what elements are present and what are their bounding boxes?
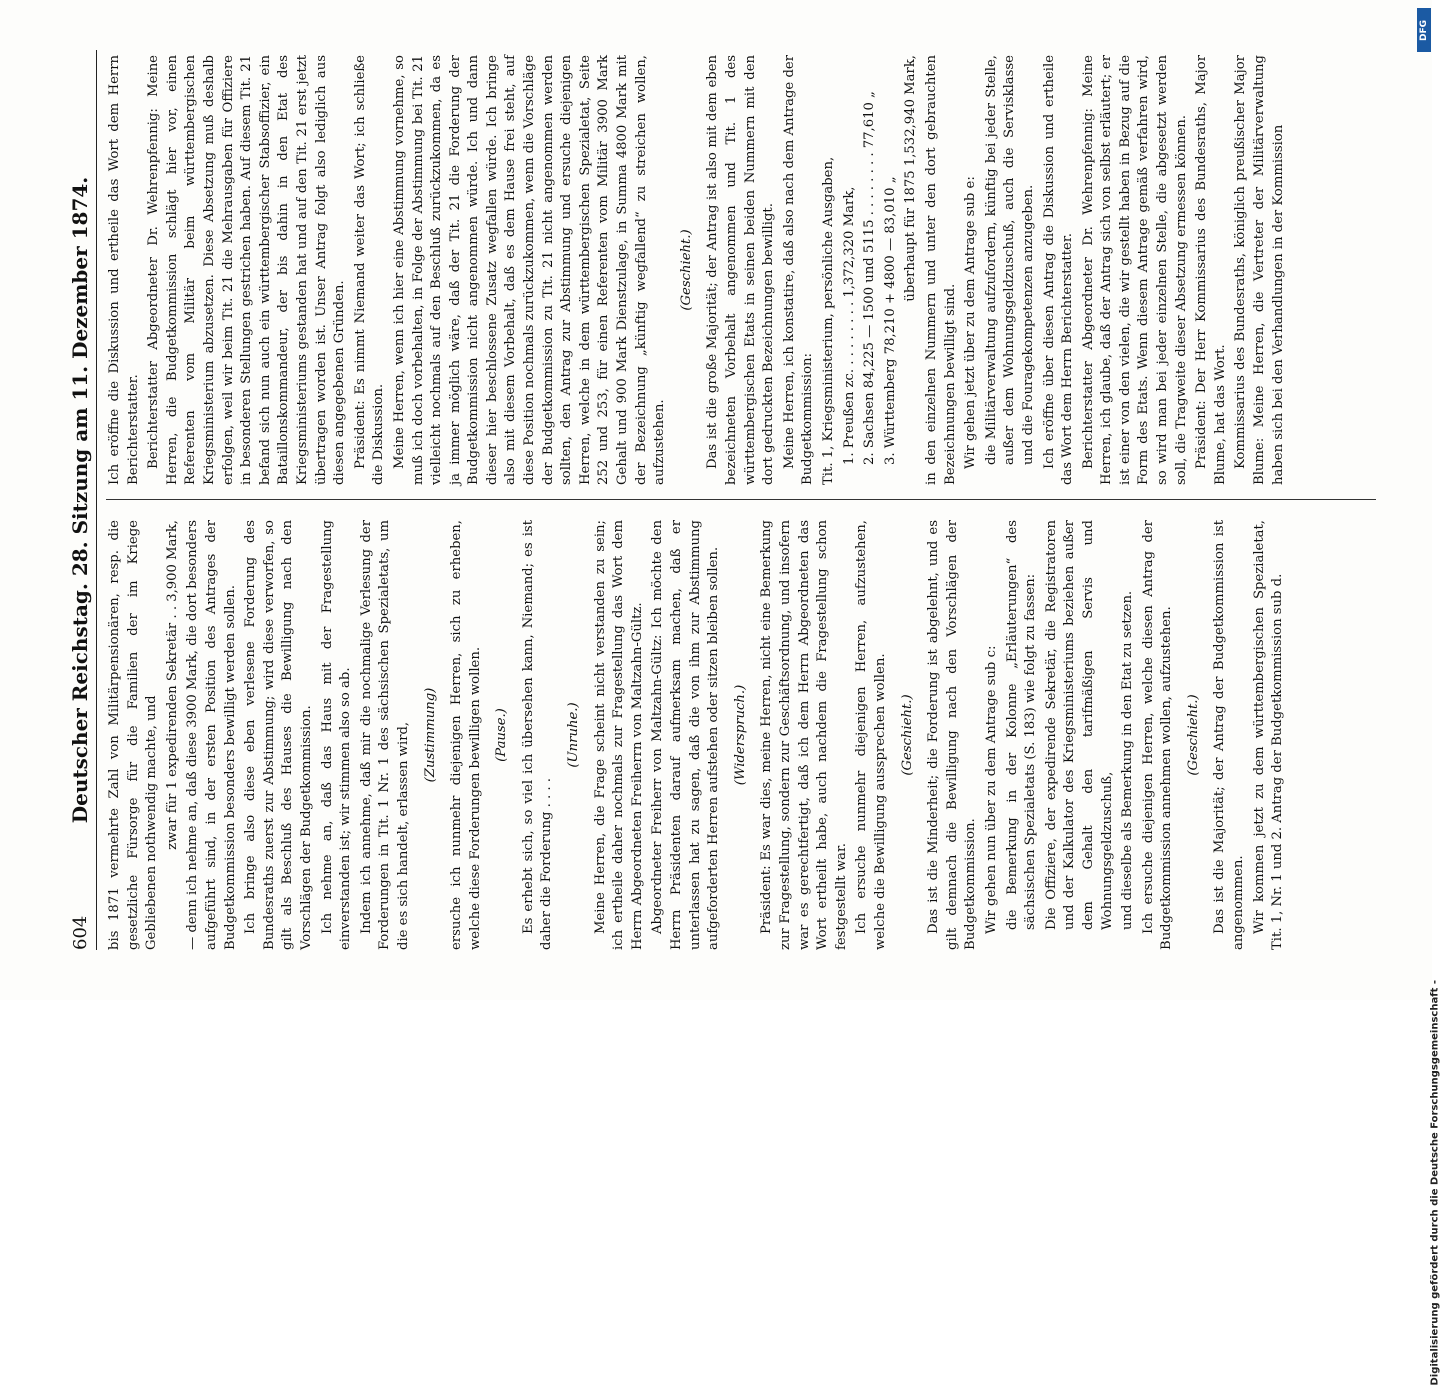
stage-direction: (Pause.) <box>494 708 510 762</box>
paragraph: Wir gehen jetzt über zu dem Antrage sub e: <box>963 176 979 469</box>
stage-direction: (Unruhe.) <box>566 702 582 768</box>
paragraph: — denn ich nehme an, daß diese 3900 Mark, die dort besonders aufgeführt sind, in der ersten Position des Antrages der Budgetkommission besonders bewilligt werden sollen. <box>185 520 238 950</box>
speaker-paragraph: Abgeordneter Freiherr von Maltzahn-Gültz: Ich möchte den Herrn Präsidenten darauf aufmerksam machen, daß er unterlassen hat zu sagen, daß die von ihm zur Abstimmung aufgeforderten Herren aufstehen oder sitzen bleiben sollen. <box>650 520 722 950</box>
rotated-page <box>46 30 1386 970</box>
dfg-logo: DFG <box>1417 8 1431 52</box>
quoted-motion: die Militärverwaltung aufzufordern, künftig bei jeder Stelle, außer dem Wohnungsgeldzuschuß, auch die Servisklasse und die Fouragekompetenzen anzugeben. <box>983 55 1036 465</box>
speaker-paragraph: Präsident: Der Herr Kommissarius des Bundesraths, Major Blume, hat das Wort. <box>1194 55 1228 485</box>
paragraph: Wir gehen nun über zu dem Antrage sub c: <box>983 645 999 934</box>
speaker-paragraph: Präsident: Es nimmt Niemand weiter das Wort; ich schließe die Diskussion. <box>352 55 387 485</box>
paragraph: Meine Herren, wenn ich hier eine Abstimmung vornehme, so muß ich doch vorbehalten, in Folge der Abstimmung bei Tit. 21 vielleicht nochmals auf den Beschluß zurückzukommen, da es ja immer möglich wäre, daß der Tit. 21 die Forderung der Budgetkommission nicht angenommen würde. Ich und dann dieser hier beschlossene Zusatz wegfallen würde. Ich bringe also mit diesem Vorbehalt, daß es dem Hause frei steht, auf diese Position nochmals zurückzukommen, wenn die Vorschläge der Budgetkommission zu Tit. 21 nicht angenommen werden sollten, den Antrag zur Abstimmung und ersuche diejenigen Herren, welche in dem württembergischen Spezialetat, Seite 252 und 253, für einen Referenten vom Militär 3900 Mark Gehalt und 900 Mark Dienstzulage, in Summa 4800 Mark mit der Bezeichnung „künftig wegfallend“ zu streichen wollen, aufzustehen. <box>391 55 668 485</box>
budget-line: 2. Sachsen 84,225 — 1500 und 5115 . . . . . . . . 77,610 „ <box>862 91 878 465</box>
paragraph: Ich eröffne die Diskussion und ertheile das Wort dem Herrn Berichterstatter. <box>107 55 141 485</box>
paragraph: Es erhebt sich, so viel ich übersehen kann, Niemand; es ist daher die Forderung . . . . <box>520 520 555 950</box>
budget-line: Tit. 1, Kriegsministerium, persönliche Ausgaben, <box>820 156 836 485</box>
paragraph: Das ist die große Majorität; der Antrag ist also mit dem eben bezeichneten Vorbehalt angenommen und Tit. 1 des württembergischen Etats in seinen beiden Nummern mit den dort gedruckten Bezeichnungen bewilligt. <box>705 55 777 485</box>
dfg-sidebar <box>1414 0 1441 1386</box>
stage-direction: (Zustimmung) <box>422 687 438 783</box>
column-divider <box>106 499 1376 500</box>
quoted-motion: Die Offiziere, der expedirende Sekretär, die Registratoren und der Kalkulator des Kriegsministeriums beziehen außer dem Gehalt den tarifmäßigen Servis und Wohnungsgeldzuschuß, <box>1043 520 1115 930</box>
stage-direction: (Geschieht.) <box>1185 694 1201 776</box>
page-number: 604 <box>70 915 91 950</box>
speaker-paragraph: Präsident: Es war dies, meine Herren, nicht eine Bemerkung zur Fragestellung, sondern zur Geschäftsordnung, und insofern war es gerechtfertigt, daß ich dem Herrn Abgeordneten das Wort ertheilt habe, auch nachdem die Fragestellung schon festgestellt war. <box>759 520 849 950</box>
budget-total: überhaupt für 1875 1,532,940 Mark, <box>903 55 919 302</box>
budget-line: 1. Preußen zc. . . . . . . . . 1,372,320 Mark, <box>841 186 857 465</box>
paragraph: Ich eröffne über diesen Antrag die Diskussion und ertheile das Wort dem Herrn Berichterstatter. <box>1041 55 1076 485</box>
paragraph: Meine Herren, die Frage scheint nicht verstanden zu sein; ich ertheile daher nochmals zur Fragestellung das Wort dem Herrn Abgeordneten Freiherrn von Maltzahn-Gültz. <box>592 520 645 950</box>
paragraph: Das ist die Minderheit; die Forderung ist abgelehnt, und es gilt demnach die Bewilligung nach den Vorschlägen der Budgetkommission. <box>926 520 979 950</box>
paragraph: Ich ersuche nunmehr diejenigen Herren, aufzustehen, welche die Bewilligung aussprechen wollen. <box>854 520 888 950</box>
quoted-motion: und dieselbe als Bemerkung in den Etat zu setzen. <box>1120 590 1136 930</box>
paragraph: Ich ersuche diejenigen Herren, welche diesen Antrag der Budgetkommission annehmen wollen, aufzustehen. <box>1140 520 1175 950</box>
dfg-credit-text: Digitalisierung gefördert durch die Deutsche Forschungsgemeinschaft - <box>1430 980 1441 1386</box>
budget-line: 3. Württemberg 78,210 + 4800 — 83,010 „ <box>882 176 898 465</box>
paragraph: bis 1871 vermehrte Zahl von Militärpensionären, resp. die gesetzliche Fürsorge für die Familien der im Kriege Gebliebenen nothwendig machte, und <box>107 520 160 950</box>
speaker-paragraph: Kommissarius des Bundesraths, königlich preußischer Major Blume: Meine Herren, die Vertreter der Militärverwaltung haben sich bei den Verhandlungen in der Kommission <box>1233 55 1286 485</box>
paragraph: ersuche ich nunmehr diejenigen Herren, sich zu erheben, welche diese Forderungen bewilligen wollen. <box>449 520 483 950</box>
stage-direction: (Widerspruch.) <box>732 684 748 786</box>
paragraph: zwar für 1 expedirenden Sekretär . . 3,900 Mark, <box>164 520 180 850</box>
stage-direction: (Geschieht.) <box>899 694 915 776</box>
quoted-motion: die Bemerkung in der Kolonne „Erläuterungen“ des sächsischen Spezialetats (S. 183) wie folgt zu fassen: <box>1004 520 1039 930</box>
speaker-paragraph: Berichterstatter Abgeordneter Dr. Wehrenpfennig: Meine Herren, die Budgetkommission schlägt hier vor, einen Referenten vom Militär beim württembergischen Kriegsministerium abzusetzen. Diese Absetzung muß deshalb erfolgen, weil wir beim Tit. 21 die Mehrausgaben für Offiziere in besonderen Stellungen gestrichen haben. Auf diesem Tit. 21 befand sich nun auch ein württembergischer Stabsoffizier, ein Bataillonskommandeur, der bis dahin in den Etat des Kriegsministeriums gestanden hat und auf den Tit. 21 erst jetzt übertragen worden ist. Unser Antrag folgt also lediglich aus diesen angegebenen Gründen. <box>146 55 348 485</box>
paragraph: Wir kommen jetzt zu dem württembergischen Spezialetat, Tit. 1, Nr. 1 und 2. Antrag der Budgetkommission sub d. <box>1251 520 1286 950</box>
paragraph: in den einzelnen Nummern und unter den dort gebrauchten Bezeichnungen bewilligt sind. <box>923 55 958 485</box>
paragraph: Ich nehme an, daß das Haus mit der Fragestellung einverstanden ist; wir stimmen also so ab. <box>319 520 354 950</box>
paragraph: Meine Herren, ich konstatire, daß also nach dem Antrage der Budgetkommission: <box>781 55 816 485</box>
left-column <box>106 520 1376 950</box>
speaker-paragraph: Berichterstatter Abgeordneter Dr. Wehrenpfennig: Meine Herren, ich glaube, daß der Antrag sich von selbst erläutert; er ist einer von den vielen, die wir gestellt haben in Bezug auf die Form des Etats. Wenn diesem Antrage gemäß verfahren wird, so wird man bei jeder einzelnen Stelle, die abgesetzt werden soll, die Tragweite dieser Absetzung ermessen können. <box>1080 55 1189 485</box>
paragraph: Das ist die Majorität; der Antrag der Budgetkommission ist angenommen. <box>1212 520 1247 950</box>
page-header <box>66 50 97 950</box>
paragraph: Indem ich annehme, daß mir die nochmalige Verlesung der Forderungen in Tit. 1 Nr. 1 des sächsischen Spezialetats, um die es sich handelt, erlassen wird, <box>358 520 411 950</box>
right-column <box>106 55 1376 485</box>
paragraph: Ich bringe also diese eben verlesene Forderung des Bundesraths zuerst zur Abstimmung; wird diese verworfen, so gilt als Beschluß des Hauses die Bewilligung nach den Vorschlägen der Budgetkommission. <box>243 520 314 950</box>
running-title: Deutscher Reichstag. 28. Sitzung am 11. Dezember 1874. <box>68 176 92 824</box>
stage-direction: (Geschieht.) <box>678 229 694 311</box>
